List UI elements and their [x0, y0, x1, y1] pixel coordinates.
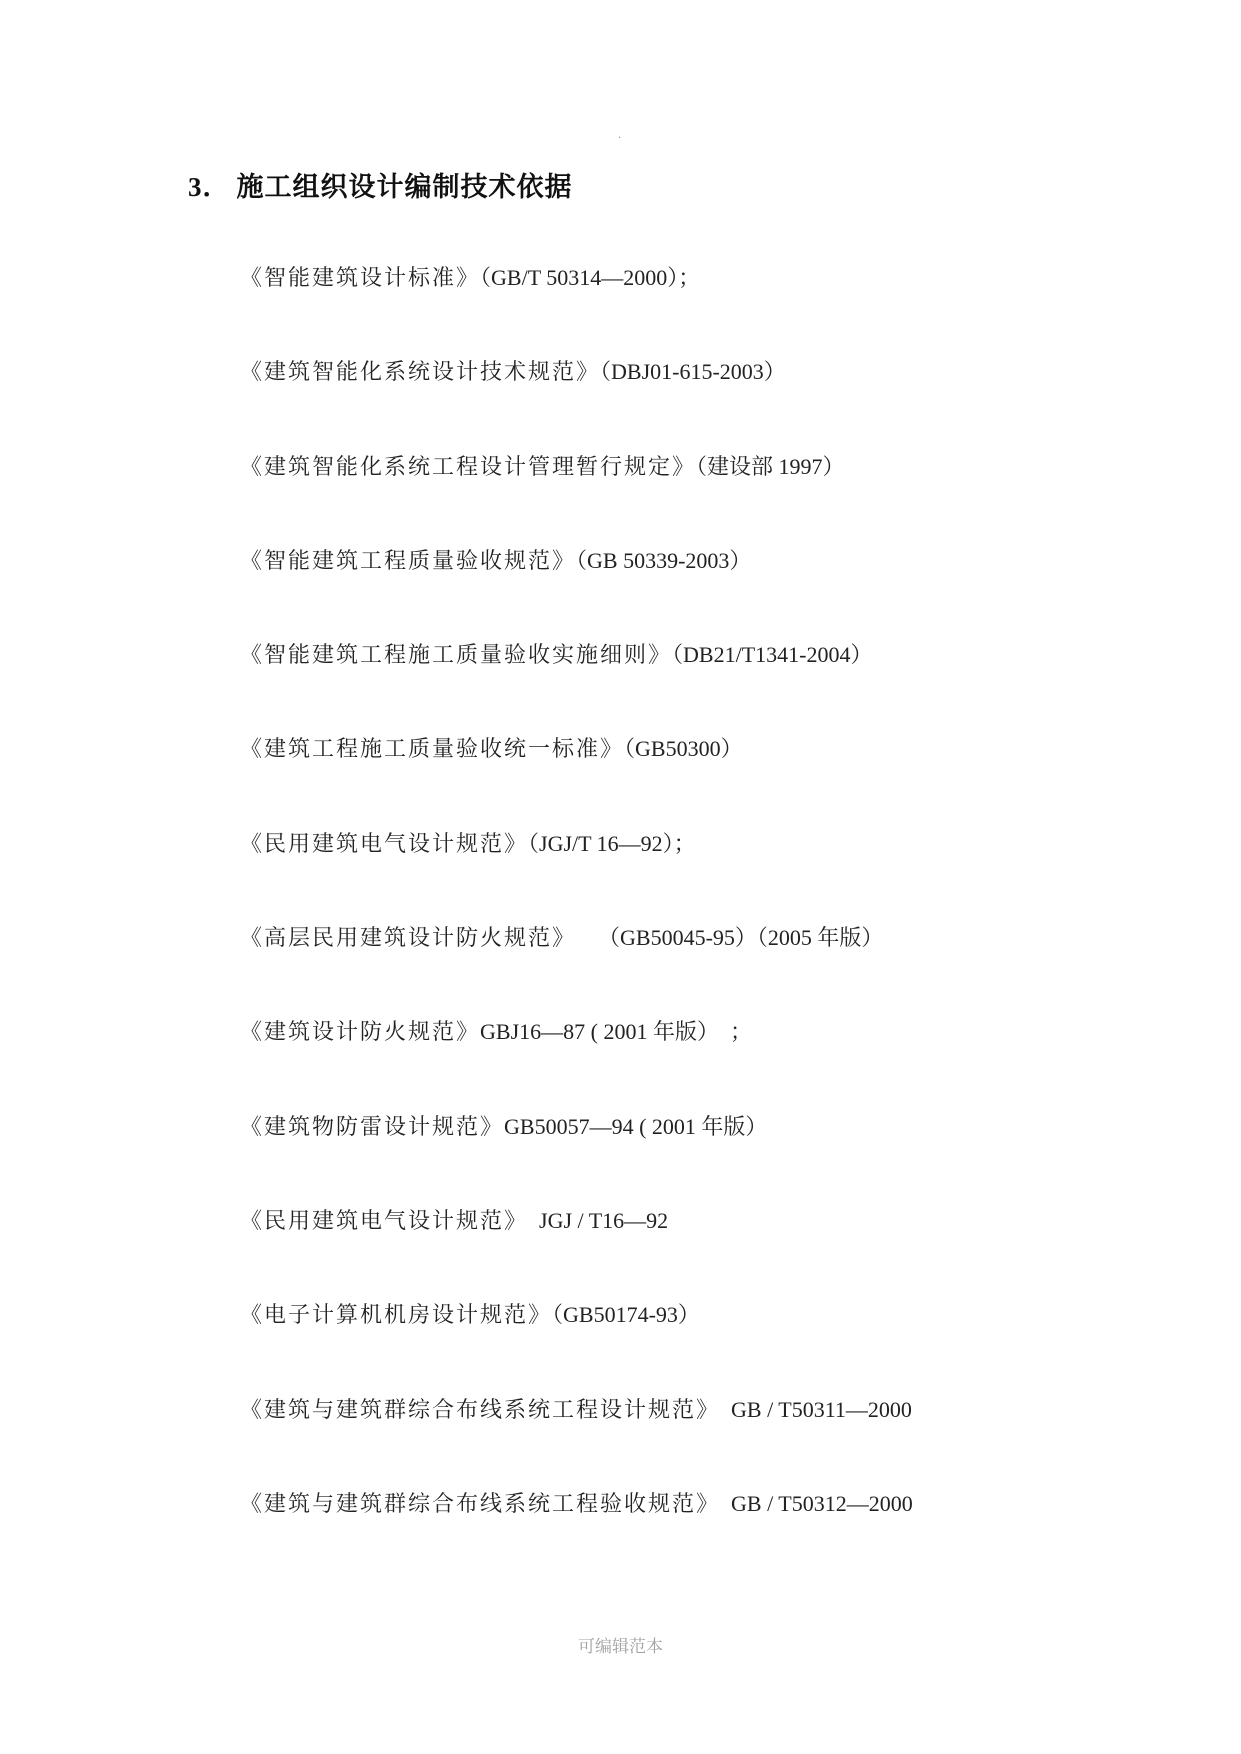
reference-code: （DB21/T1341-2004）: [672, 642, 873, 668]
reference-title: 《高层民用建筑设计防火规范》: [240, 926, 566, 952]
reference-code: （DBJ01-615-2003）: [600, 359, 786, 385]
section-heading: [188, 165, 573, 204]
reference-title: 《民用建筑电气设计规范》: [240, 1208, 518, 1234]
reference-item: [240, 1012, 913, 1106]
reference-code: GB / T50312—2000: [709, 1490, 913, 1516]
reference-title: 《建筑智能化系统设计技术规范》: [240, 360, 601, 386]
reference-code: GB50057—94 ( 2001 年版）: [504, 1113, 768, 1139]
reference-code: （GB 50339-2003）: [576, 547, 752, 573]
section-number: 3．: [188, 172, 231, 202]
reference-item: [240, 352, 913, 446]
reference-code: （GB50045-95）（2005 年版）: [565, 925, 884, 951]
reference-item: [240, 541, 913, 635]
reference-code: JGJ / T16—92: [517, 1207, 669, 1233]
reference-list: [240, 258, 913, 1578]
reference-code: （JGJ/T 16—92）；: [528, 830, 696, 856]
reference-title: 《建筑物防雷设计规范》: [240, 1114, 505, 1140]
reference-item: [240, 1107, 913, 1201]
reference-item: [240, 258, 913, 352]
reference-title: 《建筑设计防火规范》: [240, 1020, 481, 1046]
reference-title: 《建筑工程施工质量验收统一标准》: [240, 737, 625, 763]
reference-item: [240, 1201, 913, 1295]
reference-item: [240, 1484, 913, 1578]
reference-code: （GB/T 50314—2000）；: [480, 265, 701, 290]
reference-code: （GB50174-93）: [552, 1302, 700, 1328]
reference-item: [240, 729, 913, 823]
reference-item: [240, 447, 913, 541]
reference-item: [240, 1390, 913, 1484]
reference-title: 《民用建筑电气设计规范》: [240, 831, 529, 857]
page-footer: 可编辑范本: [578, 1637, 663, 1657]
reference-item: [240, 635, 913, 729]
reference-title: 《智能建筑工程施工质量验收实施细则》: [240, 643, 673, 669]
reference-code: GBJ16—87 ( 2001 年版） ；: [480, 1019, 752, 1045]
reference-title: 《建筑与建筑群综合布线系统工程验收规范》: [240, 1491, 710, 1517]
reference-item: [240, 918, 913, 1012]
reference-code: （GB50300）: [624, 736, 743, 762]
reference-code: GB / T50311—2000: [709, 1396, 912, 1422]
reference-title: 《建筑智能化系统工程设计管理暂行规定》: [240, 454, 697, 480]
reference-code: （建设部 1997）: [696, 453, 845, 479]
reference-item: [240, 1295, 913, 1389]
header-dot: .: [618, 130, 622, 141]
reference-title: 《智能建筑工程质量验收规范》: [240, 548, 577, 574]
reference-item: [240, 824, 913, 918]
reference-title: 《电子计算机机房设计规范》: [240, 1303, 553, 1329]
section-title: 施工组织设计编制技术依据: [236, 172, 573, 203]
reference-title: 《智能建筑设计标准》: [240, 266, 481, 291]
reference-title: 《建筑与建筑群综合布线系统工程设计规范》: [240, 1397, 710, 1423]
